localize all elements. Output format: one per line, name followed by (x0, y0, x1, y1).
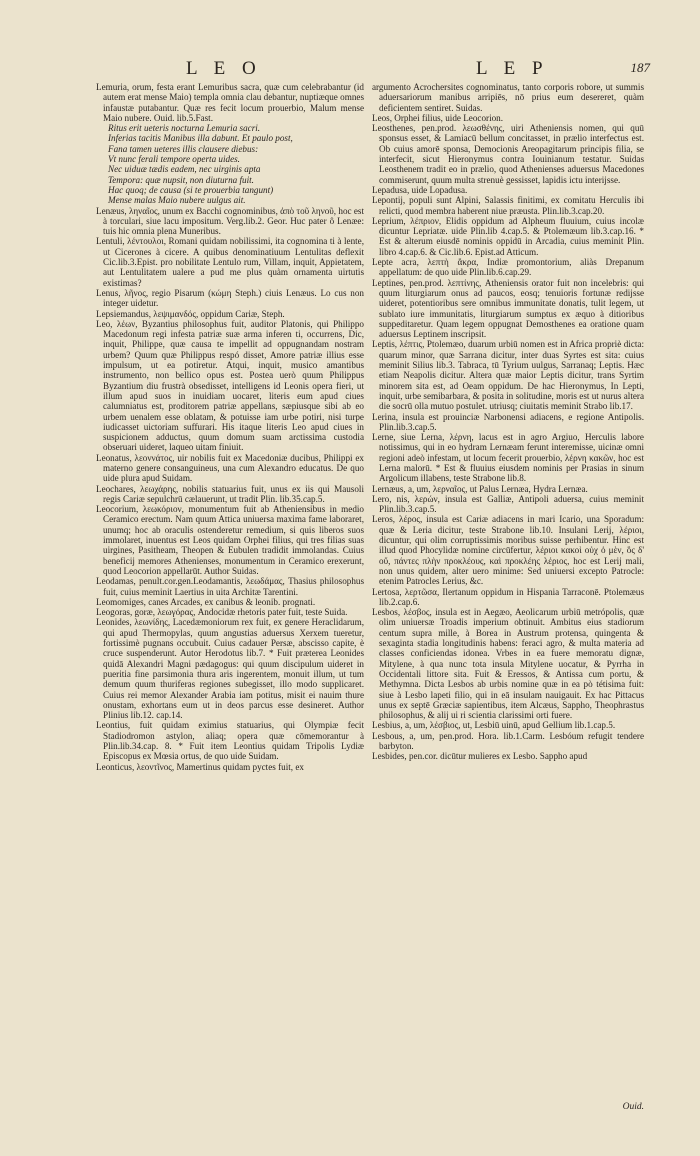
dictionary-entry: Lepontij, populi sunt Alpini, Salassis finitimi, ex comitatu Herculis ibi relicti, quod membra haberent niue præusta. Plin.lib.3.cap.20. (372, 195, 644, 216)
header-left-word: L E O (186, 58, 262, 79)
page-number: 187 (630, 60, 650, 75)
dictionary-entry: Leomomiges, canes Arcades, ex canibus & leonib. prognati. (96, 596, 316, 607)
dictionary-entry: Leocorium, λεωκόριον, monumentum fuit ab Atheniensibus in medio Ceramico erectum. Nam quum Attica uniuersa maxima fame laboraret, unumq; hoc ab oraculis ostenderetur remedium, si quis liberos suos immolaret, inuentus est Leos quidam Orphei filius, qui tres filias suas uirgines, Pasitheam, Theopen & Eubulen tradidit immolandas. Cuius beneficij memores Athenienses, monumentum in Ceramico erexerunt, quod Leocorion appellarūt. Author Suidas. (96, 504, 364, 576)
dictionary-entry: Lerina, insula est prouinciæ Narbonensi adiacens, e regione Antipolis. Plin.lib.3.cap.5. (372, 411, 644, 432)
dictionary-entry: Leros, λέρος, insula est Cariæ adiacens in mari Icario, una Sporadum: quæ & Leria dicitur, teste Strabone lib.10. Insulani Lerij, λέριοι, dicuntur, qui olim corruptissimis moribus suisse perhibentur. Hinc est illud quod Phocylidæ nomine circūfertur, λέριοι κακοὶ οὐχ ὁ μὲν, ὃς δ' οὔ, πάντες πλὴν προκλέους, καὶ προκλέης λέριος, hoc est Lerij mali, non unus quidem, alter uero minime: Sed uniuersi excepto Patrocle: etenim Patrocles Lerius, &c. (372, 514, 644, 587)
dictionary-entry: Lemuria, orum, festa erant Lemuribus sacra, quæ cum celebrabantur (id autem erat mense Maio) templa omnia clau debantur, nuptiæque omnes infaustæ putabantur. Quæ res fecit locum prouerbio, Malum mense Maio nubere. Ouid. lib.5.Fast. (96, 82, 364, 123)
dictionary-entry: Lenus, λῆνος, regio Pisarum (κώμη Steph.) ciuis Lenæus. Lo cus non integer uidetur. (96, 287, 364, 309)
dictionary-entry: Lenæus, ληναῖος, unum ex Bacchi cognominibus, ἀπὸ τοῦ ληνοῦ, hoc est à torculari, siue lacu impositum. Verg.lib.2. Geor. Huc pater ô Lenæe: tuis hic omnia plena Muneribus. (96, 205, 364, 237)
catchword: Ouid. (622, 1102, 644, 1112)
dictionary-entry: Leogoras, goræ, λεωγόρας, Andocidæ rhetoris pater fuit, teste Suida. (96, 607, 348, 618)
dictionary-entry: Lesbous, a, um, pen.prod. Hora. lib.1.Carm. Lesbóum refugit tendere barbyton. (372, 730, 644, 751)
dictionary-entry: Lesbos, λέσβος, insula est in Aegæo, Aeolicarum urbiū metrópolis, quæ olim uniuersæ Troadis imperium obtinuit. Ambitus eius stadiorum centum supra mille, à Borea in Austrum protensa, quingenta & sexaginta stadia longitudinis habens: feraci agro, & multa materia ad classes conficiendas idonea. Vrbes in ea fuere memoratu dignæ, Mitylene, à qua nunc tota insula Mitylene uocatur, & Pyrrha in Occidentali littore sita. Fuit & Eressos, & Antissa cum portu, & Methymna. Dicta Lesbos ab urbis nomine quæ in ea pò tétisima fuit: siue à Lesbo lapeti filio, qui in eā insulam nauigauit. Ex hac Pittacus unus ex septē Græciæ sapientibus, item Alcæus, Sappho, Theophrastus philosophus, & alij ui ri scientia clarissimi orti fuere. (372, 607, 644, 721)
dictionary-entry: Leochares, λεωχάρης, nobilis statuarius fuit, unus ex iis qui Mausoli regis Cariæ sepulchrū cælauerunt, ut tradit Plin. lib.35.cap.5. (96, 483, 364, 504)
verse-line: Ritus erit ueteris nocturna Lemuria sacri. (108, 123, 261, 134)
verse-line: Hac quoq; de causa (si te prouerbia tangunt) (108, 184, 274, 195)
dictionary-entry: Lesbius, a, um, λέσβιος, ut, Lesbiū uinū, apud Gellium lib.1.cap.5. (372, 720, 616, 731)
verse-line: Tempora: quæ nupsit, non diuturna fuit. (108, 174, 254, 185)
dictionary-entry: Lesbides, pen.cor. dicūtur mulieres ex Lesbo. Sappho apud (372, 751, 588, 762)
dictionary-entry: Lepadusa, uide Lopadusa. (372, 184, 468, 195)
dictionary-entry: Lepsiemandus, λεψιμανδός, oppidum Cariæ, Steph. (96, 308, 285, 319)
dictionary-entry: Leptines, pen.prod. λεπτίνης, Atheniensis orator fuit non incelebris: qui quum liturgiarum onus ad paucos, eosq; tenuioris fortunæ redijsse uideret, potentioribus sere omnibus immunitate donatis, tulit legem, ut sublato iure immunitatis, liturgiarum sumptus ex æquo à ditioribus suppeditaretur. Quam legem oppugnat Demosthenes ea oratione quam aduersus Leptinem inscripsit. (372, 277, 644, 340)
dictionary-entry: Leonides, λεωνίδης, Lacedæmoniorum rex fuit, ex genere Heraclidarum, qui apud Thermopylas, quum angustias aduersus Xerxem tueretur, fortissimè pugnans occubuit. Cuius cadauer Persæ, abscisso capite, è cruce suspenderunt. Autor Herodotus lib.7. * Fuit præterea Leonides quidā Alexandri Magni pædagogus: qui quum discipulum uideret in pueritia fine parsimonia thura aris ingerentem, monuit illum, ut tum demum quum thuriferas regiones subegisset, illo modo supplicaret. Cuius rei memor Alexander Arabia iam potitus, misit ei nauim thure onustam, exhortans eum ut in deos parcus esse desineret. Author Plinius lib.12. cap.14. (96, 617, 364, 721)
dictionary-entry: Lernæus, a, um, λερναῖος, ut Palus Lernæa, Hydra Lernæa. (372, 483, 588, 494)
right-column (372, 82, 644, 1102)
dictionary-entry: argumento Acrochersites cognominatus, tanto corporis robore, ut summis aduersariorum manibus arripiēs, nō prius eum desereret, quàm deficientem sentiret. Suidas. (372, 82, 644, 113)
left-column (96, 82, 364, 1102)
verse-line: Fana tamen ueteres illis clausere diebus: (108, 143, 259, 154)
dictionary-entry: Leosthenes, pen.prod. λεωσθένης, uiri Atheniensis nomen, qui quū sponsus esset, & Lamiacū bellum concitasset, in prælio interfectus est. Ob cuius amorē sponsa, Democionis Areopagitarum principis filia, se interfecit, sicut Hieronymus contra Iouinianum testatur. Suidas Leosthenem tradit eo in prælio, quod Athenienses aduersus Macedones commiserunt, quum multa strenuè gessisset, lapidis ictu interijsse. (372, 123, 644, 185)
dictionary-entry: Leos, Orphei filius, uide Leocorion. (372, 112, 504, 123)
dictionary-entry: Leprium, λέπριον, Elidis oppidum ad Alpheum fluuium, cuius incolæ dicuntur Lepriatæ. uide Plin.lib 4.cap.5. & Ptolemæum lib.3.cap.16. * Est & alterum eiusdē nominis oppidū in Arcadia, cuius meminit Plin. libro 4.cap.6. & Cic.lib.6. Epist.ad Atticum. (372, 215, 644, 257)
dictionary-entry: Leodamas, penult.cor.gen.Leodamantis, λεωδάμας, Thasius philosophus fuit, cuius meminit Laertius in uita Architæ Tarentini. (96, 576, 364, 597)
dictionary-entry: Lerne, siue Lerna, λέρνη, lacus est in agro Argiuo, Herculis labore notissimus, qui in eo hydram Lernæam ferunt interemisse, uicinæ omni regioni adeò infestam, ut locum fecerit prouerbio, λέρνη κακῶν, hoc est Lerna malorū. * Est & fluuius eiusdem nominis per Prasias in sinum Argolicum illabens, teste Strabone lib.8. (372, 432, 644, 484)
verse-line: Mense malas Maio nubere uulgus ait. (108, 195, 246, 206)
dictionary-entry: Leptis, λέπτις, Ptolemæo, duarum urbiū nomen est in Africa propriè dicta: quarum minor, quæ Sarrana dicitur, inter duas Syrtes est sita: cuius meminit Silius lib.3. Tabraca, tū Tyrium uulgus, Sarranaq; Leptis. Hæc etiam Neapolis dicitur. Altera quæ maior Leptis dicitur, trans Syrtim minorem sita est, ad Oeam oppidum. De hac Hieronymus, In Lepti, inquit, urbe semibarbara, & posita in solitudine, moris est ut nurus altera die socrū olla mutuo postulet. utriusq; ciuitatis meminit Strabo lib.17. (372, 339, 644, 412)
dictionary-entry: Leonticus, λεοντῖνος, Mamertinus quidam pyctes fuit, ex (96, 761, 304, 772)
verse-line: Nec uiduæ tædis eadem, nec uirginis apta (108, 164, 261, 175)
verse-line: Vt nunc ferali tempore operta uides. (108, 154, 240, 165)
verse-line: Inferias tacitis Manibus illa dabunt. Et paulo post, (108, 133, 293, 144)
header-right-word: L E P (476, 58, 549, 79)
dictionary-entry: Leo, λέων, Byzantius philosophus fuit, auditor Platonis, qui Philippo Macedonum regi infesta patriæ suæ arma inferen ti, occurrens, Dic, inquit, Philippe, quæ causa te impellit ad oppugnandam nostram urbem? Quum quæ Philippus respó disset, Amore patriæ illius esse impulsum, ut ea potiretur. Atqui, inquit, musico amantibus instrumento, non bellico opus est. Postea uerò quum Philippus Byzantium diu frustrà obsedisset, intelligens id Leonis opera fieri, ut illum apud suos in inuidiam uocaret, literis eum apud ciues calumniatus est, proditorem patriæ appellans, sæpiusque sibi ab eo urbem uenalem esse oblatam, & potuisse iam urbe potiri, nisi turpe iudicasset uictoriam suffurari. His itaque literis Leo apud ciues in suspicionem adductus, quum domum suam arctissima custodia obseruari uideret, laqueo uitam finiuit. (96, 318, 364, 453)
dictionary-entry: Lertosa, λερτῶσα, Ilertanum oppidum in Hispania Tarraconē. Ptolemæus lib.2.cap.6. (372, 586, 644, 607)
dictionary-entry: Lero, nis, λερών, insula est Galliæ, Antipoli aduersa, cuius meminit Plin.lib.3.cap.5. (372, 493, 644, 515)
dictionary-entry: Leontius, fuit quidam eximius statuarius, qui Olympiæ fecit Stadiodromon astylon, aliaq; opera quæ cōmemorantur à Plin.lib.34.cap. 8. * Fuit item Leontius quidam Tripolis Lydiæ Episcopus ex Mœsia ortus, de quo uide Suidam. (96, 720, 364, 762)
running-header (96, 58, 650, 80)
dictionary-entry: Leonatus, λεοννάτος, uir nobilis fuit ex Macedoniæ ducibus, Philippi ex materno genere consanguineus, una cum Alexandro educatus. De quo uide plura apud Suidam. (96, 452, 364, 484)
dictionary-entry: Lentuli, λέντουλοι, Romani quidam nobilissimi, ita cognomina ti à lente, ut Cicerones à cicere. A quibus denominatiuum Lentulitas deflexit Cic.lib.3.Epist. pro nobilitate Lentulo rum, Villam, inquit, Appietatem, aut Lentulitatem ualere a pud me plus quàm ornamenta uirtutis existimas? (96, 236, 364, 288)
dictionary-entry: Lepte acra, λεπτὴ ἄκρα, Indiæ promontorium, aliàs Drepanum appellatum: de quo uide Plin.lib.6.cap.29. (372, 257, 644, 278)
